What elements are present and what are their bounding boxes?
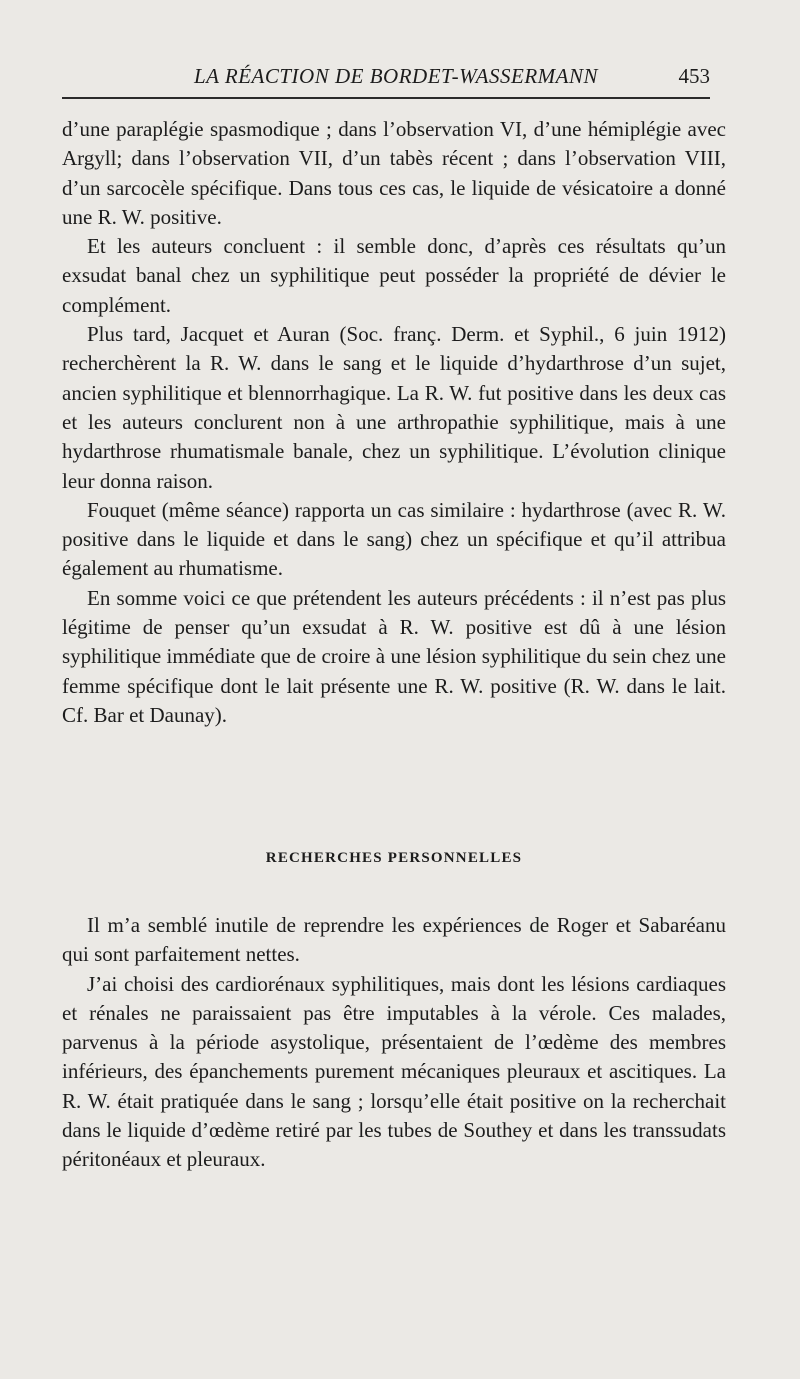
paragraph: Et les auteurs concluent : il semble donc, d’après ces résultats qu’un exsudat banal chez un syphilitique peut posséder la propriété de dévier le complément. — [62, 234, 726, 317]
paragraph: J’ai choisi des cardiorénaux syphilitiques, mais dont les lésions cardiaques et rénales ne paraissaient pas être imputables à la vérole. Ces malades, parvenus à la période asystolique, présentaient de l’œdème des membres inférieurs, des épanchements purement mécaniques pleuraux et ascitiques. La R. W. était pratiquée dans le sang ; lorsqu’elle était positive on la recherchait dans le liquide d’œdème retiré par les tubes de Southey et dans les transsudats péritonéaux et pleuraux. — [62, 971, 726, 1172]
paragraph: En somme voici ce que prétendent les auteurs précédents : il n’est pas plus légitime de penser qu’un exsudat à R. W. positive est dû à une lésion syphilitique immédiate que de croire à une lésion syphilitique du sein chez une femme spécifique dont le lait présente une R. W. positive (R. W. dans le lait. Cf. Bar et Daunay). — [62, 585, 726, 727]
section-heading: RECHERCHES PERSONNELLES — [265, 850, 523, 866]
page-header — [62, 62, 710, 102]
section-2-text — [62, 911, 726, 1175]
page-number: 453 — [678, 64, 710, 88]
header-rule — [62, 97, 710, 99]
paragraph: d’une paraplégie spasmodique ; dans l’observation VI, d’une hémiplégie avec Argyll; dans l’observation VII, d’un tabès récent ; dans l’observation VIII, d’un sarcocèle spécifique. Dans tous ces cas, le liquide de vésicatoire a donné une R. W. positive. — [62, 117, 726, 229]
paragraph: Fouquet (même séance) rapporta un cas similaire : hydarthrose (avec R. W. positive dans le liquide et dans le sang) chez un spécifique et qu’il attribua également au rhumatisme. — [62, 497, 726, 581]
section-1-text — [62, 115, 726, 730]
paragraph: Il m’a semblé inutile de reprendre les expériences de Roger et Sabaréanu qui sont parfaitement nettes. — [62, 913, 726, 967]
running-title: LA RÉACTION DE BORDET-WASSERMANN — [194, 64, 598, 88]
paragraph: Plus tard, Jacquet et Auran (Soc. franç. Derm. et Syphil., 6 juin 1912) recherchèrent la R. W. dans le sang et le liquide d’hydarthrose d’un sujet, ancien syphilitique et blennorrhagique. La R. W. fut positive dans les deux cas et les auteurs conclurent non à une arthropathie syphilitique, mais à une hydarthrose rhumatismale banale, chez un syphilitique. L’évolution clinique leur donna raison. — [62, 322, 726, 493]
